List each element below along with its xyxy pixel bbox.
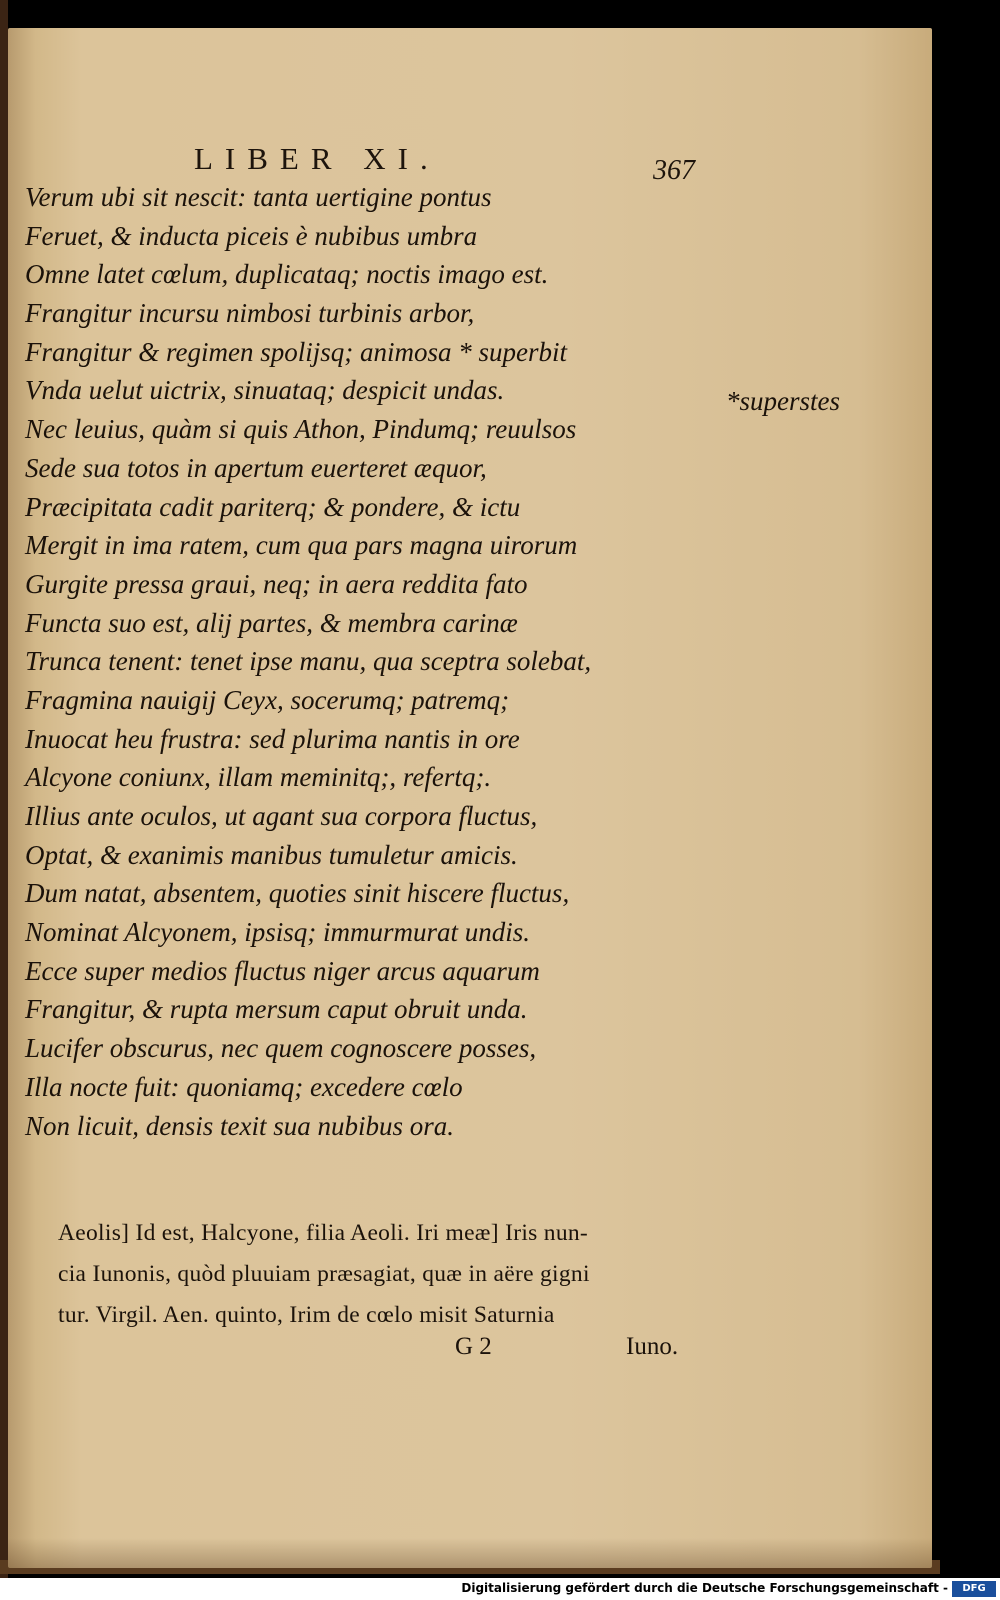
page-header xyxy=(8,141,948,186)
verse-line: Verum ubi sit nescit: tanta uertigine pontus xyxy=(25,182,492,212)
verse-line: Illius ante oculos, ut agant sua corpora fluctus, xyxy=(25,801,538,831)
commentary-block xyxy=(58,1213,708,1336)
signature-mark: G 2 xyxy=(455,1333,492,1360)
verse-line: Illa nocte fuit: quoniamq; excedere cœlo xyxy=(25,1071,463,1102)
verse-line: Præcipitata cadit pariterq; & pondere, & ictu xyxy=(25,491,521,522)
verse-line: Nominat Alcyonem, ipsisq; immurmurat undis. xyxy=(25,917,530,948)
verse-line: Functa suo est, alij partes, & membra carinæ xyxy=(25,607,518,638)
verse-line: Lucifer obscurus, nec quem cognoscere posses, xyxy=(25,1033,537,1064)
verse-line: Mergit in ima ratem, cum qua pars magna uirorum xyxy=(25,530,578,561)
running-title: LIBER XI. xyxy=(194,141,440,176)
verse-line: Non licuit, densis texit sua nubibus ora. xyxy=(25,1110,454,1141)
funding-credit: Digitalisierung gefördert durch die Deutsche Forschungsgemeinschaft - xyxy=(461,1581,948,1595)
book-spine-edge xyxy=(0,0,8,1600)
verse-line: Vnda uelut uictrix, sinuataq; despicit undas. xyxy=(25,375,505,406)
verse-line: Frangitur incursu nimbosi turbinis arbor, xyxy=(25,298,475,329)
verse-line: Ecce super medios fluctus niger arcus aquarum xyxy=(25,955,540,986)
verse-line: Gurgite pressa graui, neq; in aera reddita fato xyxy=(25,568,528,599)
marginal-note: *superstes xyxy=(726,386,840,416)
verse-line: Feruet, & inducta piceis è nubibus umbra xyxy=(25,220,478,251)
catchword: Iuno. xyxy=(626,1333,679,1360)
page-foot xyxy=(8,1333,948,1373)
verse-line: Optat, & exanimis manibus tumuletur amicis. xyxy=(25,839,518,870)
verse-line: Fragmina nauigij Ceyx, socerumq; patremq; xyxy=(25,684,510,715)
verse-line: Sede sua totos in apertum euerteret æquor, xyxy=(25,452,487,483)
dfg-logo: DFG xyxy=(952,1581,996,1597)
book-page xyxy=(8,28,932,1568)
verse-line: Inuocat heu frustra: sed plurima nantis in ore xyxy=(25,723,520,754)
commentary-line: tur. Virgil. Aen. quinto, Irim de cœlo misit Saturnia xyxy=(58,1302,555,1328)
verse-line: Nec leuius, quàm si quis Athon, Pindumq; reuulsos xyxy=(25,414,577,445)
commentary-line: cia Iunonis, quòd pluuiam præsagiat, quæ in aëre gigni xyxy=(58,1261,590,1287)
verse-line: Omne latet cœlum, duplicataq; noctis imago est. xyxy=(25,259,549,290)
verse-line: Trunca tenent: tenet ipse manu, qua sceptra solebat, xyxy=(25,646,592,677)
digitization-footer xyxy=(0,1578,1000,1600)
verse-line: Alcyone coniunx, illam meminitq;, refertq;. xyxy=(25,762,492,793)
commentary-line: Aeolis] Id est, Halcyone, filia Aeoli. Iri meæ] Iris nun- xyxy=(58,1220,589,1246)
verse-line: Dum natat, absentem, quoties sinit hiscere fluctus, xyxy=(25,878,570,909)
verse-line: Frangitur & regimen spolijsq; animosa * superbit xyxy=(25,336,568,367)
page-number: 367 xyxy=(653,155,695,186)
verse-block xyxy=(25,178,675,1145)
verse-line: Frangitur, & rupta mersum caput obruit unda. xyxy=(25,994,528,1025)
